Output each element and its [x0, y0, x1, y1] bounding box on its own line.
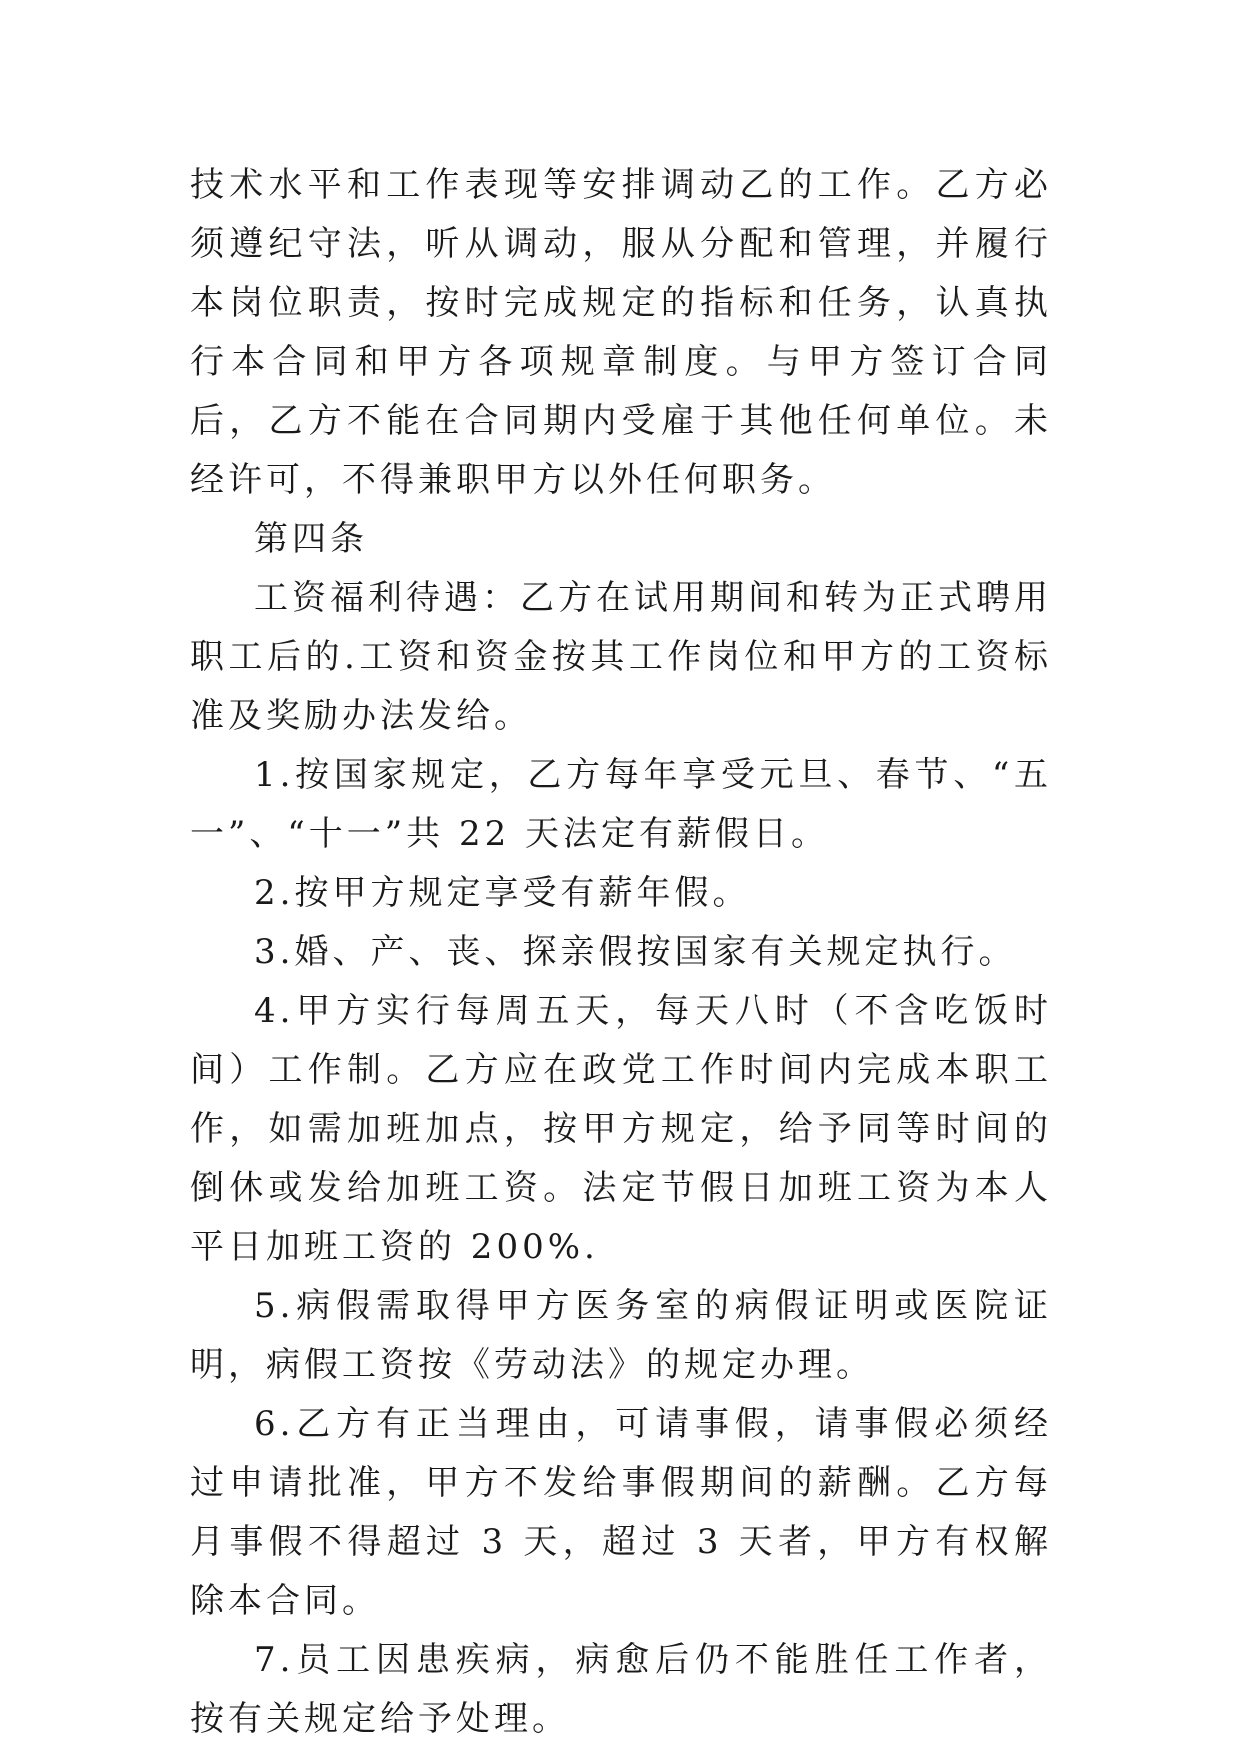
document-body: [190, 156, 1052, 1749]
list-item-1: 1.按国家规定，乙方每年享受元旦、春节、“五一”、“十一”共 22 天法定有薪假日。: [190, 755, 1052, 854]
list-item-6: 6.乙方有正当理由，可请事假，请事假必须经过申请批准，甲方不发给事假期间的薪酬。乙方每月事假不得超过 3 天，超过 3 天者，甲方有权解除本合同。: [190, 1404, 1052, 1621]
paragraph-wages: 工资福利待遇：乙方在试用期间和转为正式聘用职工后的.工资和资金按其工作岗位和甲方的工资标准及奖励办法发给。: [190, 578, 1052, 736]
paragraph-continuation: 技术水平和工作表现等安排调动乙的工作。乙方必须遵纪守法，听从调动，服从分配和管理，并履行本岗位职责，按时完成规定的指标和任务，认真执行本合同和甲方各项规章制度。与甲方签订合同后，乙方不能在合同期内受雇于其他任何单位。未经许可，不得兼职甲方以外任何职务。: [190, 165, 1052, 500]
list-item-5: 5.病假需取得甲方医务室的病假证明或医院证明，病假工资按《劳动法》的规定办理。: [190, 1286, 1052, 1385]
list-item-2: 2.按甲方规定享受有薪年假。: [254, 873, 751, 913]
list-item-7: 7.员工因患疾病，病愈后仍不能胜任工作者，按有关规定给予处理。: [190, 1640, 1052, 1739]
article-heading: 第四条: [254, 519, 368, 559]
list-item-3: 3.婚、产、丧、探亲假按国家有关规定执行。: [254, 932, 1017, 972]
list-item-4: 4.甲方实行每周五天，每天八时（不含吃饭时间）工作制。乙方应在政党工作时间内完成本职工作，如需加班加点，按甲方规定，给予同等时间的倒休或发给加班工资。法定节假日加班工资为本人平日加班工资的 200%.: [190, 991, 1052, 1267]
